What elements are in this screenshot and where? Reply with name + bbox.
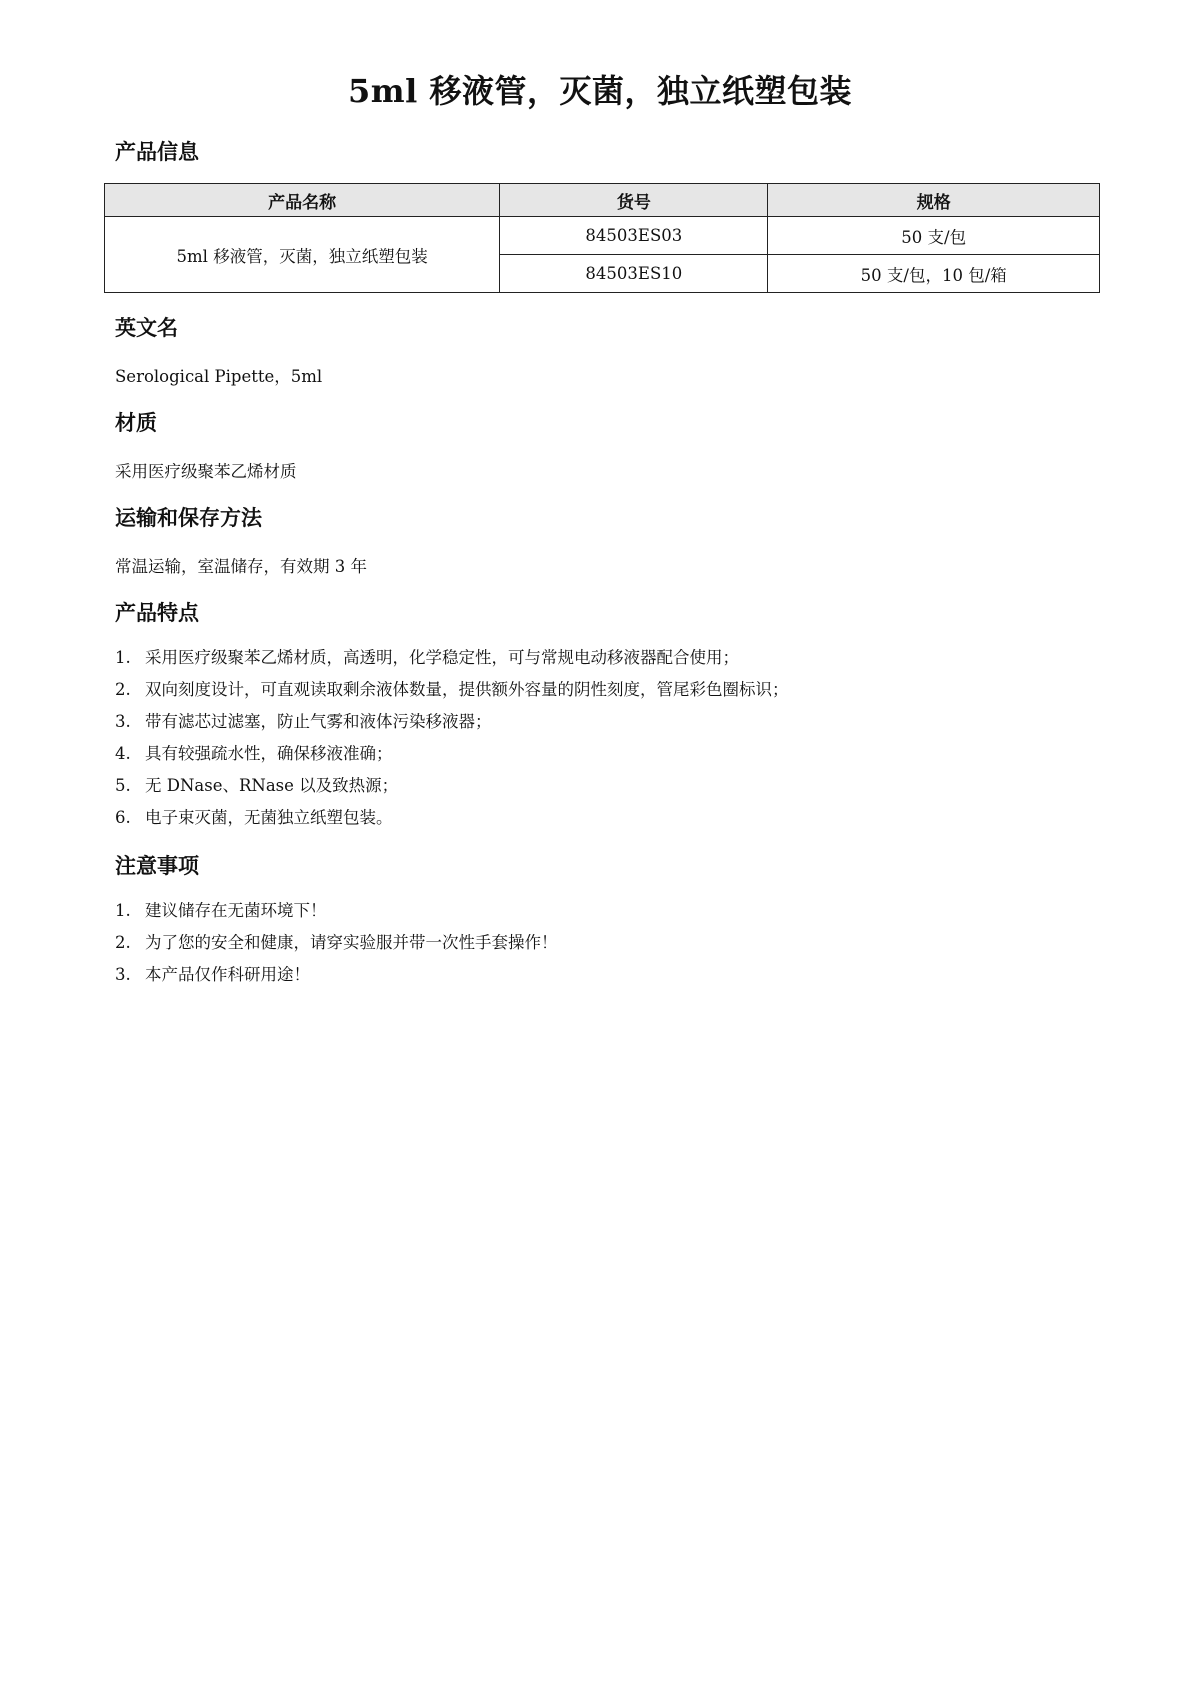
list-number: 4. xyxy=(115,744,131,763)
list-item xyxy=(115,959,558,991)
list-text: 双向刻度设计，可直观读取剩余液体数量，提供额外容量的阴性刻度，管尾彩色圈标识； xyxy=(145,680,789,699)
material-text: 采用医疗级聚苯乙烯材质 xyxy=(115,462,297,481)
list-item xyxy=(115,674,789,706)
list-item xyxy=(115,927,558,959)
header-item-number: 货号 xyxy=(500,184,768,217)
list-text: 带有滤芯过滤塞，防止气雾和液体污染移液器； xyxy=(145,712,492,731)
item-number-cell: 84503ES10 xyxy=(500,255,768,293)
list-text: 为了您的安全和健康，请穿实验服并带一次性手套操作！ xyxy=(145,933,558,952)
list-item xyxy=(115,642,789,674)
list-item xyxy=(115,738,789,770)
notes-list xyxy=(115,895,558,991)
specification-cell: 50 支/包，10 包/箱 xyxy=(768,255,1100,293)
list-number: 1. xyxy=(115,901,131,920)
english-name-heading: 英文名 xyxy=(115,315,178,340)
document-title: 5ml 移液管，灭菌，独立纸塑包装 xyxy=(348,72,852,110)
list-number: 5. xyxy=(115,776,131,795)
list-text: 本产品仅作科研用途！ xyxy=(145,965,310,984)
product-name-cell: 5ml 移液管，灭菌，独立纸塑包装 xyxy=(105,217,500,293)
header-specification: 规格 xyxy=(768,184,1100,217)
english-name-text: Serological Pipette，5ml xyxy=(115,367,323,386)
features-list xyxy=(115,642,789,834)
list-number: 3. xyxy=(115,965,131,984)
table-row xyxy=(105,217,1100,255)
table-header-row xyxy=(105,184,1100,217)
product-info-heading: 产品信息 xyxy=(115,139,199,164)
features-heading: 产品特点 xyxy=(115,600,199,625)
header-product-name: 产品名称 xyxy=(105,184,500,217)
list-number: 1. xyxy=(115,648,131,667)
list-item xyxy=(115,895,558,927)
list-text: 无 DNase、RNase 以及致热源； xyxy=(145,776,399,795)
notes-heading: 注意事项 xyxy=(115,853,199,878)
list-number: 2. xyxy=(115,933,131,952)
product-table xyxy=(104,183,1100,293)
specification-cell: 50 支/包 xyxy=(768,217,1100,255)
list-text: 电子束灭菌，无菌独立纸塑包装。 xyxy=(145,808,393,827)
material-heading: 材质 xyxy=(115,410,157,435)
list-number: 6. xyxy=(115,808,131,827)
list-text: 建议储存在无菌环境下！ xyxy=(145,901,327,920)
item-number-cell: 84503ES03 xyxy=(500,217,768,255)
storage-text: 常温运输，室温储存，有效期 3 年 xyxy=(115,557,367,576)
list-number: 3. xyxy=(115,712,131,731)
storage-heading: 运输和保存方法 xyxy=(115,505,262,530)
list-text: 采用医疗级聚苯乙烯材质，高透明，化学稳定性，可与常规电动移液器配合使用； xyxy=(145,648,739,667)
list-number: 2. xyxy=(115,680,131,699)
list-item xyxy=(115,770,789,802)
list-item xyxy=(115,706,789,738)
list-text: 具有较强疏水性，确保移液准确； xyxy=(145,744,393,763)
list-item xyxy=(115,802,789,834)
